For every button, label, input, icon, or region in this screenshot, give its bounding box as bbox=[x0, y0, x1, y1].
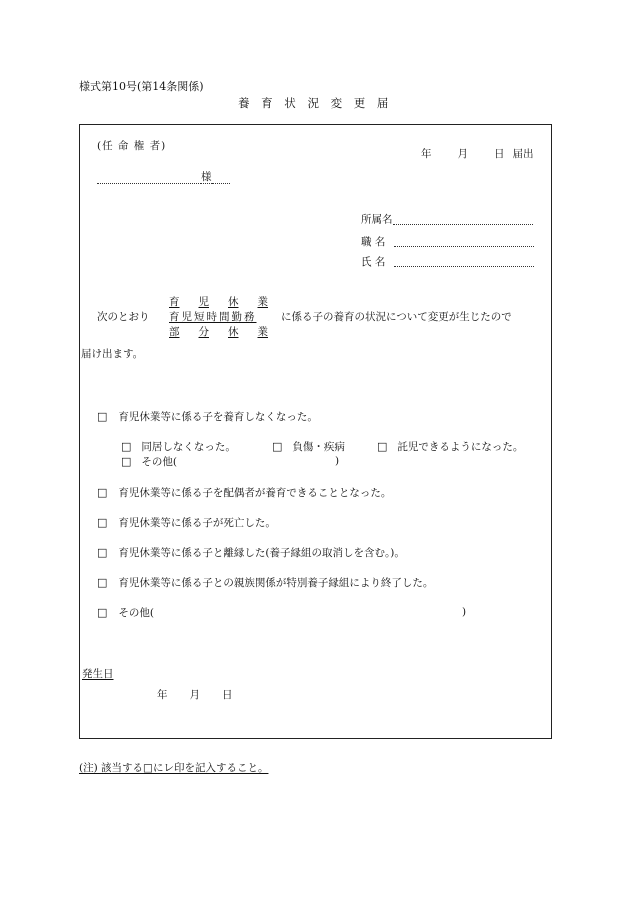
checkbox-icon[interactable]: □ bbox=[97, 410, 108, 423]
position-row[interactable] bbox=[361, 236, 534, 247]
affiliation-label: 所属名 bbox=[361, 213, 393, 226]
form-number: 様式第10号(第14条関係) bbox=[79, 80, 204, 93]
name-label: 氏 名 bbox=[361, 255, 386, 268]
sub-option-other[interactable] bbox=[121, 456, 177, 468]
checkbox-icon[interactable]: □ bbox=[97, 516, 108, 529]
affiliation-row[interactable] bbox=[361, 214, 533, 225]
sub-option-childcare-available[interactable] bbox=[377, 441, 523, 453]
occurrence-year: 年 bbox=[157, 689, 168, 701]
option-text: 育児休業等に係る子を養育しなくなった。 bbox=[118, 411, 318, 423]
occurrence-date[interactable] bbox=[157, 690, 233, 701]
date-month: 月 bbox=[457, 148, 468, 160]
leave-type-short-hours: 育児短時間勤務 bbox=[169, 311, 257, 323]
sub-option-not-living-together[interactable] bbox=[121, 441, 236, 453]
name-row[interactable] bbox=[361, 256, 534, 267]
option-spouse-can-raise[interactable] bbox=[97, 487, 391, 499]
option-other-close: ) bbox=[462, 606, 467, 618]
option-text: 育児休業等に係る子と離縁した(養子縁組の取消しを含む。)。 bbox=[118, 547, 405, 559]
form-title: 養 育 状 況 変 更 届 bbox=[238, 96, 393, 110]
option-special-adoption-ended[interactable] bbox=[97, 577, 433, 589]
checkbox-icon[interactable]: □ bbox=[121, 455, 132, 468]
footnote: (注) 該当する□にレ印を記入すること。 bbox=[79, 762, 269, 774]
checkbox-icon[interactable]: □ bbox=[97, 606, 108, 619]
occurrence-month: 月 bbox=[189, 689, 200, 701]
sub-option-text: 負傷・疾病 bbox=[292, 441, 345, 453]
addressee-honorific: 様 bbox=[201, 171, 212, 183]
option-child-died[interactable] bbox=[97, 517, 276, 529]
sub-option-injury-illness[interactable] bbox=[272, 441, 345, 453]
leave-type-childcare bbox=[169, 297, 268, 308]
sub-option-text: その他( bbox=[141, 456, 178, 468]
option-dissolved-adoption[interactable] bbox=[97, 547, 405, 559]
option-text: 育児休業等に係る子との親族関係が特別養子縁組により終了した。 bbox=[118, 577, 434, 589]
option-text: その他( bbox=[118, 607, 155, 619]
checkbox-icon[interactable]: □ bbox=[97, 486, 108, 499]
submit-date[interactable] bbox=[421, 149, 534, 160]
position-label: 職 名 bbox=[361, 235, 386, 248]
checkbox-icon[interactable]: □ bbox=[97, 576, 108, 589]
leave-type-childcare-text: 育 児 休 業 bbox=[169, 296, 268, 308]
option-text: 育児休業等に係る子が死亡した。 bbox=[118, 517, 276, 529]
date-year: 年 bbox=[421, 148, 432, 160]
body-prefix: 次のとおり bbox=[97, 311, 150, 323]
addressee-label: (任 命 権 者) bbox=[97, 140, 167, 152]
option-other[interactable] bbox=[97, 607, 154, 619]
body-line2: 届け出ます。 bbox=[81, 348, 144, 360]
checkbox-icon[interactable]: □ bbox=[377, 440, 388, 453]
occurrence-day: 日 bbox=[222, 689, 233, 701]
leave-type-partial bbox=[169, 327, 268, 338]
sub-option-other-close: ) bbox=[335, 455, 340, 467]
addressee-line[interactable] bbox=[97, 172, 230, 184]
sub-option-text: 同居しなくなった。 bbox=[141, 441, 236, 453]
checkbox-icon[interactable]: □ bbox=[97, 546, 108, 559]
checkbox-icon[interactable]: □ bbox=[272, 440, 283, 453]
option-no-longer-raising[interactable] bbox=[97, 411, 318, 423]
date-day: 日 bbox=[494, 148, 505, 160]
occurrence-label: 発生日 bbox=[82, 668, 114, 680]
leave-type-partial-text: 部 分 休 業 bbox=[169, 326, 268, 338]
body-suffix: に係る子の養育の状況について変更が生じたので bbox=[281, 311, 512, 323]
date-submit: 届出 bbox=[512, 148, 534, 160]
sub-option-text: 託児できるようになった。 bbox=[397, 441, 524, 453]
checkbox-icon[interactable]: □ bbox=[121, 440, 132, 453]
option-text: 育児休業等に係る子を配偶者が養育できることとなった。 bbox=[118, 487, 392, 499]
